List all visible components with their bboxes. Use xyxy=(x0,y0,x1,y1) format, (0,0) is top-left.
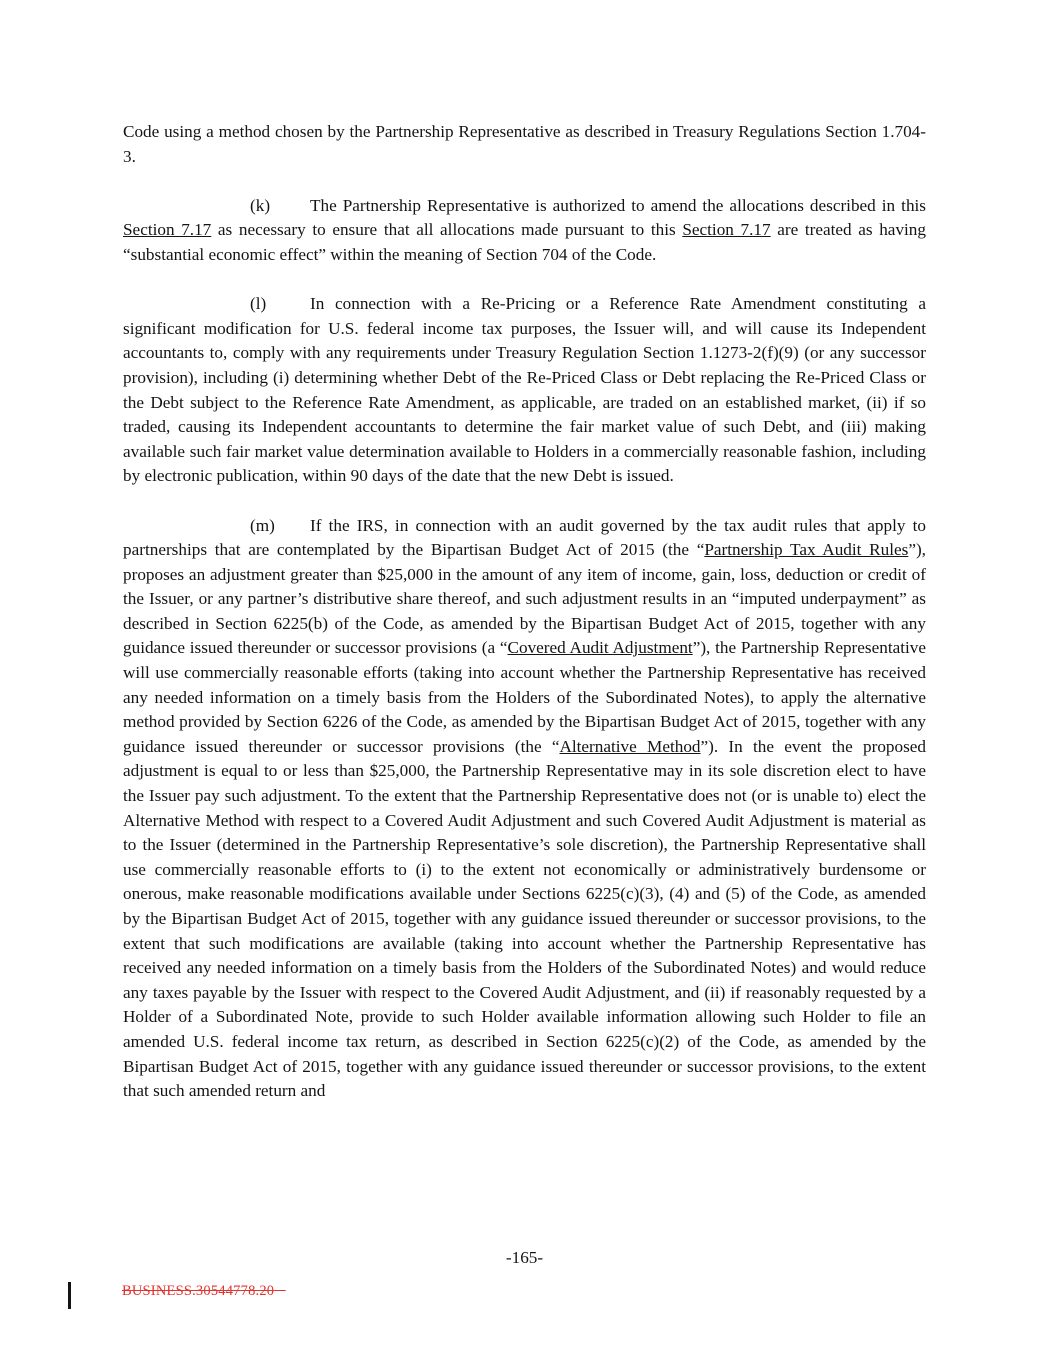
paragraph-text: are treated as having “substantial economic effect” within the meaning of Section 704 of the Code. xyxy=(123,220,926,264)
paragraph-text: Code using a method chosen by the Partnership Representative as described in Treasury Regulations Section 1.704-3. xyxy=(123,122,926,166)
paragraph-clause-m xyxy=(123,514,926,1104)
clause-label-m: (m) xyxy=(250,515,275,535)
paragraph-text: ”), proposes an adjustment greater than $25,000 in the amount of any item of income, gain, loss, deduction or credit of the Issuer, or any partner’s distributive share thereof, and such adjustment results in an “imputed underpayment” as described in Section 6225(b) of the Code, as amended by the Bipartisan Budget Act of 2015, together with any guidance issued thereunder or successor provisions (a “ xyxy=(123,540,926,658)
section-reference: Section 7.17 xyxy=(123,220,212,240)
change-bar-marker xyxy=(68,1282,71,1309)
section-reference: Section 7.17 xyxy=(682,220,771,240)
paragraph-text: If the IRS, in connection with an audit governed by the tax audit rules that apply to partnerships that are contemplated by the Bipartisan Budget Act of 2015 (the “ xyxy=(123,515,926,560)
paragraph-clause-l xyxy=(123,292,926,489)
paragraph-clause-k xyxy=(123,194,926,268)
paragraph-text: ”), the Partnership Representative will use commercially reasonable efforts (taking into account whether the Partnership Representative has received any needed information on a timely basis from the Holders of the Subordinated Notes), to apply the alternative method provided by Section 6226 of the Code, as amended by the Bipartisan Budget Act of 2015, together with any guidance issued thereunder or successor provisions (the “ xyxy=(123,638,927,756)
clause-label-l: (l) xyxy=(250,294,267,314)
paragraph-text: ”). In the event the proposed adjustment is equal to or less than $25,000, the Partnership Representative may in its sole discretion elect to have the Issuer pay such adjustment. To the extent that the Partnership Representative does not (or is unable to) elect the Alternative Method with respect to a Covered Audit Adjustment and such Covered Audit Adjustment is material as to the Issuer (determined in the Partnership Representative’s sole discretion), the Partnership Representative shall use commercially reasonable efforts to (i) to the extent not economically or administratively burdensome or onerous, make reasonable modifications available under Sections 6225(c)(3), (4) and (5) of the Code, as amended by the Bipartisan Budget Act of 2015, together with any guidance issued thereunder or successor provisions, to the extent that such modifications are available (taking into account whether the Partnership Representative has received any needed information on a timely basis from the Holders of the Subordinated Notes) and would reduce any taxes payable by the Issuer with respect to the Covered Audit Adjustment, and (ii) if reasonably requested by a Holder of a Subordinated Note, provide to such Holder available information allowing such Holder to file an amended U.S. federal income tax return, as described in Section 6225(c)(2) of the Code, as amended by the Bipartisan Budget Act of 2015, together with any guidance issued thereunder or successor provisions, to the extent that such amended return and xyxy=(123,736,927,1101)
document-id-stamp: BUSINESS.30544778.20 xyxy=(122,1283,275,1299)
defined-term: Covered Audit Adjustment xyxy=(507,638,693,658)
paragraph-continuation xyxy=(123,120,926,169)
paragraph-text: In connection with a Re-Pricing or a Reference Rate Amendment constituting a significant modification for U.S. federal income tax purposes, the Issuer will, and will cause its Independent accountants to, comply with any requirements under Treasury Regulation Section 1.1273-2(f)(9) (or any successor provision), including (i) determining whether Debt of the Re-Priced Class or Debt replacing the Re-Priced Class or the Debt subject to the Reference Rate Amendment, as applicable, are traded on an established market, (ii) if so traded, causing its Independent accountants to determine the fair market value of such Debt, and (iii) making available such fair market value determination available to Holders in a commercially reasonable fashion, including by electronic publication, within 90 days of the date that the new Debt is issued. xyxy=(123,294,926,486)
clause-label-k: (k) xyxy=(250,195,271,215)
paragraph-text: as necessary to ensure that all allocations made pursuant to this xyxy=(211,220,683,240)
document-body xyxy=(123,120,926,1128)
page-number: -165- xyxy=(505,1248,544,1267)
defined-term: Alternative Method xyxy=(559,736,701,756)
paragraph-text: The Partnership Representative is authorized to amend the allocations described in this xyxy=(310,195,926,215)
defined-term: Partnership Tax Audit Rules xyxy=(704,540,909,560)
